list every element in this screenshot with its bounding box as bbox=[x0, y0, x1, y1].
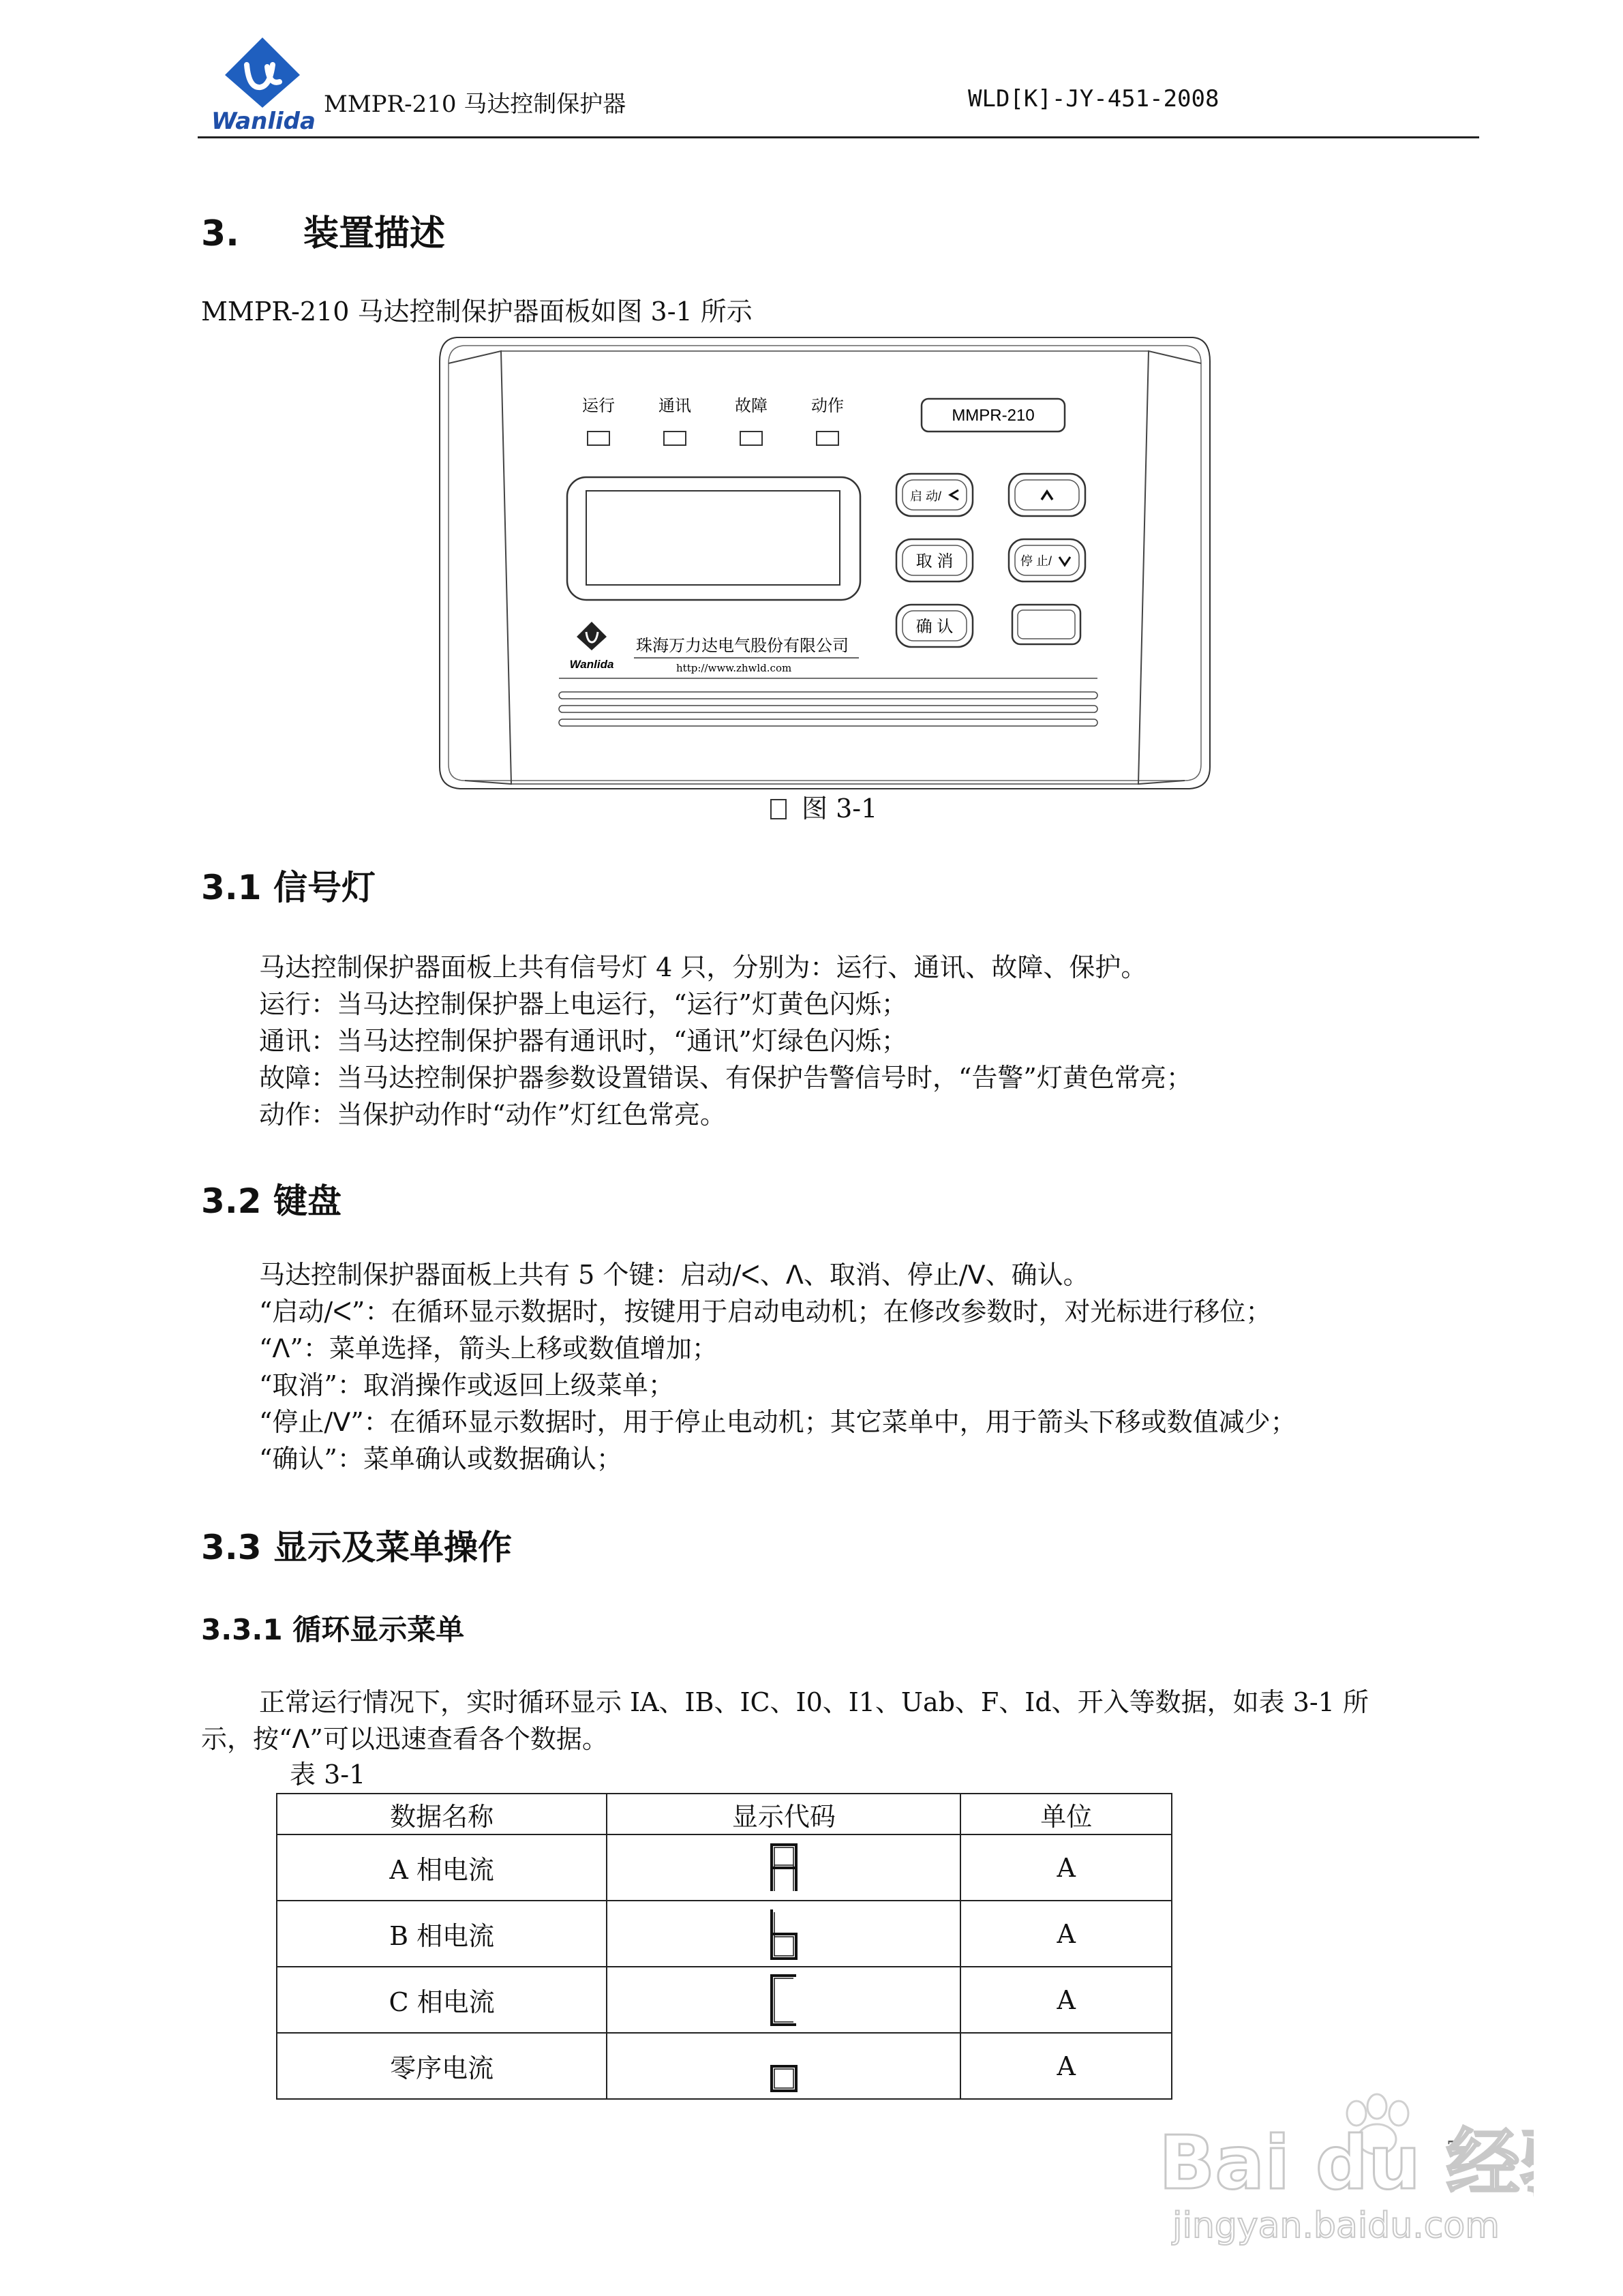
cancel-button[interactable] bbox=[896, 539, 973, 581]
section-3-1-heading: 3.1 信号灯 bbox=[201, 868, 376, 907]
led-fault bbox=[735, 397, 768, 445]
lcd-bezel bbox=[567, 477, 860, 600]
display-code-cell bbox=[607, 1834, 960, 1901]
watermark-brand: Bai du 经 bbox=[1159, 2121, 1520, 2206]
row-name: A 相电流 bbox=[277, 1834, 607, 1901]
table-caption: 表 3-1 bbox=[290, 1759, 366, 1789]
row-name: 零序电流 bbox=[277, 2033, 607, 2099]
text-line: 马达控制保护器面板上共有信号灯 4 只，分别为：运行、通讯、故障、保护。 bbox=[259, 952, 1147, 982]
led-action bbox=[811, 397, 844, 445]
row-unit: A bbox=[960, 2033, 1172, 2099]
row-name: C 相电流 bbox=[277, 1967, 607, 2033]
row-unit: A bbox=[960, 1901, 1172, 1967]
section-title: 装置描述 bbox=[303, 213, 446, 254]
text-line: 故障：当马达控制保护器参数设置错误、有保护告警信号时，“告警”灯黄色常亮； bbox=[259, 1063, 1192, 1093]
display-code-cell bbox=[607, 1967, 960, 2033]
led-label-action: 动作 bbox=[811, 397, 844, 415]
section-3-heading bbox=[201, 205, 445, 256]
baidu-watermark bbox=[1152, 2086, 1534, 2250]
section-3-3-1-heading: 3.3.1 循环显示菜单 bbox=[201, 1613, 465, 1646]
column-header: 显示代码 bbox=[607, 1794, 960, 1834]
section-3-2-body bbox=[259, 1256, 1296, 1477]
text-line: 马达控制保护器面板上共有 5 个键：启动/ᐸ、ᐱ、取消、停止/ᐯ、确认。 bbox=[259, 1260, 1089, 1290]
text-line: “取消”：取消操作或返回上级菜单； bbox=[259, 1370, 674, 1400]
section-3-1-body bbox=[259, 949, 1192, 1133]
start-left-button[interactable] bbox=[896, 474, 973, 516]
document-icon bbox=[770, 799, 787, 819]
row-unit: A bbox=[960, 1834, 1172, 1901]
table-row bbox=[277, 1967, 1172, 2033]
up-arrow-icon bbox=[1042, 492, 1052, 500]
row-name: B 相电流 bbox=[277, 1901, 607, 1967]
caption-text: 图 3-1 bbox=[802, 794, 878, 824]
panel-company-logo bbox=[570, 622, 614, 671]
text-line: “确认”：菜单确认或数据确认； bbox=[259, 1444, 622, 1474]
led-run bbox=[582, 397, 615, 445]
seven-seg-c-icon bbox=[769, 1973, 799, 2027]
header-doc-code: WLD[K]-JY-451-2008 bbox=[968, 85, 1219, 112]
start-label: 启 动/ bbox=[909, 489, 942, 503]
column-header: 单位 bbox=[960, 1794, 1172, 1834]
led-label-run: 运行 bbox=[582, 397, 615, 415]
led-label-fault: 故障 bbox=[735, 397, 768, 415]
panel-logo-text: Wanlida bbox=[569, 658, 614, 671]
column-header: 数据名称 bbox=[277, 1794, 607, 1834]
confirm-label: 确 认 bbox=[915, 618, 954, 636]
model-label: MMPR-210 bbox=[952, 406, 1035, 425]
text-line: 运行：当马达控制保护器上电运行，“运行”灯黄色闪烁； bbox=[259, 989, 907, 1019]
section-3-3-1-line-1: 正常运行情况下，实时循环显示 IA、IB、IC、I0、I1、Uab、F、Id、开入等数据，如表 3-1 所 bbox=[259, 1687, 1369, 1717]
text-line: 通讯：当马达控制保护器有通讯时，“通讯”灯绿色闪烁； bbox=[259, 1026, 907, 1056]
lcd-screen bbox=[586, 491, 840, 585]
section-3-2-heading: 3.2 键盘 bbox=[201, 1181, 342, 1221]
logo-text: Wanlida bbox=[211, 108, 316, 135]
up-button[interactable] bbox=[1009, 474, 1085, 516]
seven-seg-b-icon bbox=[769, 1907, 799, 1961]
down-arrow-icon bbox=[1059, 557, 1070, 565]
section-3-3-1-line-2: 示，按“ᐱ”可以迅速查看各个数据。 bbox=[201, 1724, 608, 1754]
text-line: “启动/ᐸ”：在循环显示数据时，按键用于启动电动机；在修改参数时，对光标进行移位； bbox=[259, 1297, 1272, 1327]
table-row bbox=[277, 1901, 1172, 1967]
led-label-comm: 通讯 bbox=[658, 397, 691, 415]
wanlida-logo bbox=[211, 34, 314, 136]
data-table bbox=[276, 1793, 1172, 2100]
section-number: 3. bbox=[201, 213, 239, 254]
display-code-cell bbox=[607, 1901, 960, 1967]
table-row bbox=[277, 1834, 1172, 1901]
company-url: http://www.zhwld.com bbox=[676, 662, 792, 674]
left-arrow-icon bbox=[950, 490, 958, 500]
seven-seg-a-icon bbox=[769, 1842, 799, 1894]
figure-caption bbox=[770, 787, 877, 825]
page-number: 7 bbox=[1446, 2137, 1460, 2161]
table-row bbox=[277, 2033, 1172, 2099]
section-3-3-heading: 3.3 显示及菜单操作 bbox=[201, 1528, 512, 1567]
seven-seg-o-icon bbox=[769, 2039, 799, 2094]
stop-label: 停 止/ bbox=[1020, 554, 1052, 568]
header-title: MMPR-210 马达控制保护器 bbox=[324, 91, 626, 118]
confirm-button[interactable] bbox=[896, 605, 973, 647]
blank-button[interactable] bbox=[1012, 605, 1080, 644]
led-comm bbox=[658, 397, 691, 445]
section-3-intro: MMPR-210 马达控制保护器面板如图 3-1 所示 bbox=[201, 297, 753, 327]
text-line: 动作：当保护动作时“动作”灯红色常亮。 bbox=[259, 1100, 726, 1130]
row-unit: A bbox=[960, 1967, 1172, 2033]
text-line: “停止/ᐯ”：在循环显示数据时，用于停止电动机；其它菜单中，用于箭头下移或数值减少； bbox=[259, 1407, 1296, 1437]
company-name: 珠海万力达电气股份有限公司 bbox=[636, 637, 849, 655]
cancel-label: 取 消 bbox=[915, 552, 954, 571]
stop-down-button[interactable] bbox=[1009, 539, 1085, 581]
page-header bbox=[198, 27, 1479, 138]
panel-figure bbox=[436, 331, 1213, 794]
table-header-row bbox=[277, 1794, 1172, 1834]
watermark-url: jingyan.baidu.com bbox=[1172, 2205, 1500, 2246]
text-line: “ᐱ”：菜单选择，箭头上移或数值增加； bbox=[259, 1333, 718, 1363]
display-code-cell bbox=[607, 2033, 960, 2099]
